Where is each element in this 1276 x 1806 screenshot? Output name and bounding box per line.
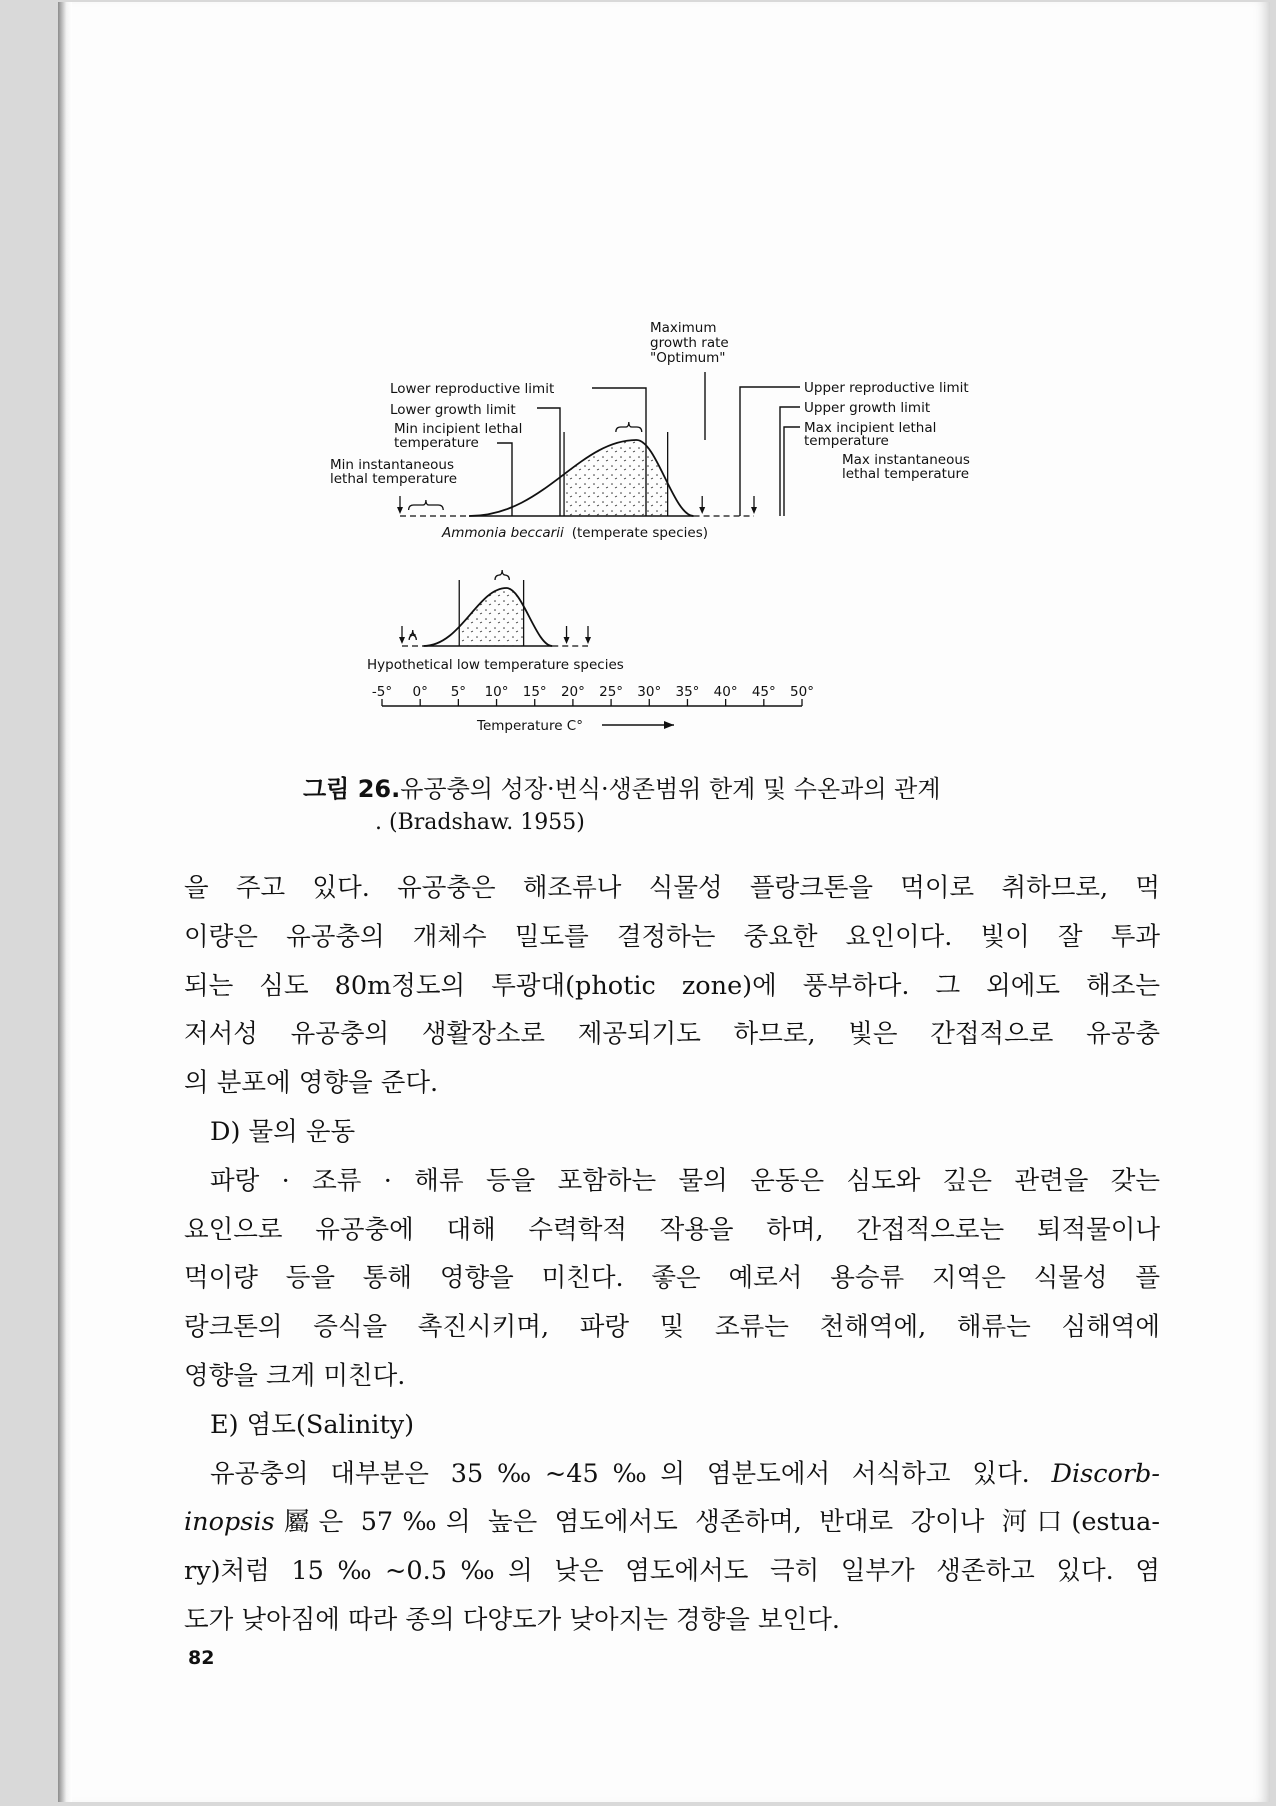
axis-label-temperature: Temperature C° (477, 718, 583, 734)
hypothetical-max-instantaneous-arrow-head (585, 637, 591, 644)
body-text (184, 864, 1160, 1645)
para2-line-1: 파랑 · 조류 · 해류 등을 포함하는 물의 운동은 심도와 깊은 관련을 갖는 (210, 1165, 1160, 1196)
axis-tick-label: -5° (371, 684, 393, 700)
label-max-incipient-2: temperature (804, 433, 889, 449)
label-maximum: Maximum (650, 320, 717, 336)
ammonia-max-incipient-arrow-head (699, 507, 705, 514)
hypothetical-optimum-brace (495, 570, 509, 580)
para3-line-1 (184, 1450, 1160, 1499)
para3-line-4: 도가 낮아짐에 따라 종의 다양도가 낮아지는 경향을 보인다. (184, 1604, 841, 1635)
axis-tick-label: 30° (637, 684, 662, 700)
axis-arrow-head (664, 721, 674, 729)
leader-lower-growth (537, 408, 560, 516)
para3-line-2 (184, 1498, 1160, 1547)
label-lower-growth-limit: Lower growth limit (390, 402, 516, 418)
axis-tick-label: 5° (450, 684, 467, 700)
hypothetical-min-incipient-brace (409, 630, 416, 640)
label-growth-rate: growth rate (650, 335, 729, 351)
label-upper-growth-limit: Upper growth limit (804, 400, 931, 416)
heading-e: E) 염도(Salinity) (210, 1409, 415, 1440)
para1-line-2: 이량은 유공충의 개체수 밀도를 결정하는 중요한 요인이다. 빛이 잘 투과 (184, 921, 1160, 952)
para2-line-5: 영향을 크게 미친다. (184, 1360, 406, 1391)
para3-line-1-text: 유공충의 대부분은 35‰~45‰의 염분도에서 서식하고 있다. (210, 1458, 1030, 1489)
axis-tick-label: 50° (790, 684, 814, 700)
label-lower-reproductive-limit: Lower reproductive limit (390, 381, 555, 397)
species-label-hypothetical: Hypothetical low temperature species (367, 657, 624, 673)
page-number: 82 (188, 1647, 215, 1669)
ammonia-min-incipient-brace (409, 500, 444, 510)
label-max-incipient-1: Max incipient lethal (804, 420, 937, 436)
leader-upper-growth (780, 407, 800, 516)
label-max-instantaneous-2: lethal temperature (842, 466, 970, 482)
para3-line-3: ry)처럼 15‰~0.5‰의 낮은 염도에서도 극히 일부가 생존하고 있다. 염 (184, 1556, 1160, 1587)
hypothetical-max-incipient-arrow-head (564, 637, 570, 644)
figure-caption (303, 769, 941, 804)
hypothetical-species-graph (399, 570, 591, 646)
para2-line-4: 랑크톤의 증식을 촉진시키며, 파랑 및 조류는 천해역에, 해류는 심해역에 (184, 1312, 1160, 1343)
page-edge (58, 2, 72, 1802)
label-min-incipient-1: Min incipient lethal (394, 421, 523, 437)
figure-temperature-diagram (322, 320, 1012, 750)
axis-tick-label: 35° (675, 684, 700, 700)
axis-tick-label: 25° (599, 684, 624, 700)
ammonia-optimal-area (469, 440, 693, 516)
para3-line-2-italic: inopsis (184, 1507, 275, 1538)
label-min-instantaneous-2: lethal temperature (330, 471, 458, 487)
label-min-incipient-2: temperature (394, 435, 479, 451)
para2-line-3: 먹이량 등을 통해 영향을 미친다. 좋은 예로서 용승류 지역은 식물성 플 (184, 1263, 1160, 1294)
label-min-instantaneous-1: Min instantaneous (330, 457, 454, 473)
para1-line-5: 의 분포에 영향을 준다. (184, 1068, 439, 1099)
para1-line-1: 을 주고 있다. 유공충은 해조류나 식물성 플랑크톤을 먹이로 취하므로, 먹 (184, 873, 1160, 903)
axis-tick-label: 45° (751, 684, 776, 700)
ammonia-min-instantaneous-arrow-head (397, 507, 403, 514)
caption-label: 그림 26. (303, 775, 401, 803)
para1-line-4: 저서성 유공충의 생활장소로 제공되기도 하므로, 빛은 간접적으로 유공충 (184, 1019, 1160, 1050)
para2-line-2: 요인으로 유공충에 대해 수력학적 작용을 하며, 간접적으로는 퇴적물이나 (184, 1214, 1160, 1245)
leader-min-incipient (497, 443, 512, 516)
label-upper-reproductive-limit: Upper reproductive limit (804, 380, 969, 396)
leader-max-incipient (784, 427, 800, 516)
temperature-tolerance-chart (322, 320, 1012, 750)
species-label-ammonia: Ammonia beccarii (temperate species) (442, 525, 709, 541)
heading-d: D) 물의 운동 (210, 1116, 356, 1147)
label-max-instantaneous-1: Max instantaneous (842, 452, 970, 468)
temperature-axis (372, 684, 814, 706)
caption-text: 유공충의 성장·번식·생존범위 한계 및 수온과의 관계 (400, 775, 941, 803)
para1-line-3: 되는 심도 80m정도의 투광대(photic zone)에 풍부하다. 그 외에도 해조는 (184, 970, 1160, 1001)
para3-line-1-italic: Discorb- (1051, 1458, 1160, 1489)
para3-line-2-text: 屬은 57‰의 높은 염도에서도 생존하며, 반대로 강이나 河口(estua- (274, 1507, 1160, 1538)
axis-tick-label: 15° (522, 684, 547, 700)
axis-tick-label: 10° (484, 684, 509, 700)
label-optimum: "Optimum" (650, 350, 726, 366)
axis-tick-label: 0° (412, 684, 428, 700)
ammonia-optimum-brace (616, 422, 642, 432)
ammonia-max-instantaneous-arrow-head (751, 507, 757, 514)
axis-tick-label: 20° (560, 684, 585, 700)
hypothetical-min-instantaneous-arrow-head (399, 637, 405, 644)
caption-citation: . (Bradshaw. 1955) (375, 810, 585, 835)
axis-tick-label: 40° (713, 684, 738, 700)
